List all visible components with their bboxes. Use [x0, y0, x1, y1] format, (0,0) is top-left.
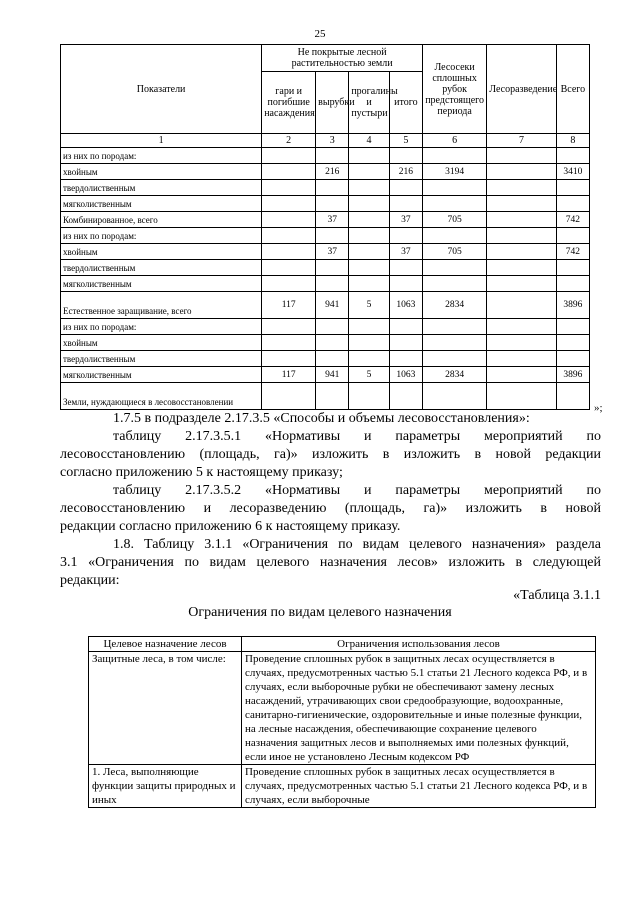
paragraph-line: редакции согласно приложению 6 к настоящему приказу.	[60, 519, 401, 534]
restrictions-table	[88, 636, 596, 808]
value-cell	[262, 196, 316, 212]
value-cell: 37	[389, 244, 422, 260]
value-cell	[262, 383, 316, 410]
value-cell	[487, 196, 556, 212]
value-cell	[487, 319, 556, 335]
value-cell: 941	[316, 367, 349, 383]
col-num: 3	[316, 134, 349, 148]
paragraph-line: лесовосстановлению (площадь, га)» изложить в изложить в новой редакции	[60, 447, 601, 462]
value-cell: 37	[316, 212, 349, 228]
col-num: 2	[262, 134, 316, 148]
row-label: мягколиственным	[61, 276, 262, 292]
table-row	[89, 652, 596, 765]
value-cell: 3194	[422, 164, 486, 180]
paragraph-line: таблицу 2.17.3.5.1 «Нормативы и параметры мероприятий по	[113, 429, 601, 444]
value-cell	[422, 335, 486, 351]
paragraph-line: таблицу 2.17.3.5.2 «Нормативы и параметры мероприятий по	[113, 483, 601, 498]
col-num: 6	[422, 134, 486, 148]
value-cell: 37	[316, 244, 349, 260]
column-numbers-row	[61, 134, 590, 148]
restrictions-cell: Проведение сплошных рубок в защитных лесах осуществляется в случаях, предусмотренных частью 5.1 статьи 21 Лесного кодекса РФ, и в случаях, если выборочные	[242, 765, 596, 808]
value-cell: 3896	[556, 367, 589, 383]
value-cell	[349, 383, 389, 410]
paragraph-1-7-5: 1.7.5 в подразделе 2.17.3.5 «Способы и объемы лесовосстановления»:	[113, 411, 530, 426]
value-cell	[389, 335, 422, 351]
value-cell	[262, 212, 316, 228]
value-cell: 742	[556, 244, 589, 260]
header-burned: гари и погибшие насаждения	[262, 72, 316, 134]
header-indicators: Показатели	[61, 45, 262, 134]
value-cell	[262, 335, 316, 351]
value-cell	[487, 351, 556, 367]
row-label: Комбинированное, всего	[61, 212, 262, 228]
col-num: 8	[556, 134, 589, 148]
value-cell	[349, 212, 389, 228]
value-cell	[487, 383, 556, 410]
row-label: мягколиственным	[61, 367, 262, 383]
row-label: хвойным	[61, 335, 262, 351]
value-cell	[316, 319, 349, 335]
row-label: твердолиственным	[61, 351, 262, 367]
value-cell: 37	[389, 212, 422, 228]
value-cell	[556, 276, 589, 292]
value-cell	[389, 148, 422, 164]
row-label: твердолиственным	[61, 260, 262, 276]
value-cell	[316, 148, 349, 164]
table-header-row	[61, 45, 590, 72]
row-label: из них по породам:	[61, 228, 262, 244]
purpose-cell: 1. Леса, выполняющие функции защиты природных и иных	[89, 765, 242, 808]
value-cell	[487, 164, 556, 180]
value-cell	[487, 148, 556, 164]
value-cell	[349, 244, 389, 260]
row-label: Земли, нуждающиеся в лесовосстановлении	[61, 383, 262, 410]
paragraph-line: редакции:	[60, 573, 120, 588]
value-cell	[556, 180, 589, 196]
value-cell	[389, 351, 422, 367]
value-cell	[422, 260, 486, 276]
value-cell: 2834	[422, 292, 486, 319]
value-cell	[389, 180, 422, 196]
value-cell	[262, 244, 316, 260]
row-label: из них по породам:	[61, 148, 262, 164]
row-label: Естественное заращивание, всего	[61, 292, 262, 319]
col-num: 5	[389, 134, 422, 148]
value-cell: 117	[262, 292, 316, 319]
row-label: хвойным	[61, 244, 262, 260]
header-restrictions: Ограничения использования лесов	[242, 637, 596, 652]
value-cell: 705	[422, 244, 486, 260]
reforestation-table	[60, 44, 590, 410]
table-row	[61, 383, 590, 410]
row-label: мягколиственным	[61, 196, 262, 212]
value-cell	[556, 228, 589, 244]
value-cell	[556, 319, 589, 335]
value-cell	[389, 383, 422, 410]
value-cell	[316, 260, 349, 276]
header-cutting-areas: Лесосеки сплошных рубок предстоящего периода	[422, 45, 486, 134]
table-row	[61, 260, 590, 276]
value-cell	[389, 276, 422, 292]
value-cell	[556, 335, 589, 351]
table-label: «Таблица 3.1.1	[513, 588, 601, 603]
value-cell	[262, 148, 316, 164]
value-cell	[422, 180, 486, 196]
value-cell	[422, 351, 486, 367]
page-number: 25	[314, 28, 326, 40]
table-row	[61, 196, 590, 212]
table-row	[61, 164, 590, 180]
value-cell	[349, 196, 389, 212]
table-header-row	[89, 637, 596, 652]
value-cell	[262, 164, 316, 180]
table-row	[61, 148, 590, 164]
table-row	[61, 367, 590, 383]
value-cell	[316, 351, 349, 367]
row-label: хвойным	[61, 164, 262, 180]
value-cell	[389, 260, 422, 276]
value-cell	[556, 383, 589, 410]
value-cell	[487, 212, 556, 228]
value-cell	[262, 180, 316, 196]
table-closing-quote: »;	[594, 402, 603, 414]
paragraph-1-8: 1.8. Таблицу 3.1.1 «Ограничения по видам целевого назначения» раздела	[113, 537, 601, 552]
table-row	[61, 212, 590, 228]
value-cell: 2834	[422, 367, 486, 383]
row-label: из них по породам:	[61, 319, 262, 335]
value-cell: 216	[389, 164, 422, 180]
header-total: итого	[389, 72, 422, 134]
value-cell	[487, 367, 556, 383]
col-num: 4	[349, 134, 389, 148]
value-cell	[556, 148, 589, 164]
value-cell	[349, 351, 389, 367]
value-cell	[316, 335, 349, 351]
header-not-covered: Не покрытые лесной растительностью земли	[262, 45, 423, 72]
value-cell: 705	[422, 212, 486, 228]
table-row	[89, 765, 596, 808]
value-cell	[262, 260, 316, 276]
table-row	[61, 228, 590, 244]
header-all: Всего	[556, 45, 589, 134]
value-cell	[349, 228, 389, 244]
value-cell	[422, 196, 486, 212]
value-cell: 941	[316, 292, 349, 319]
value-cell	[349, 335, 389, 351]
value-cell	[262, 276, 316, 292]
table-row	[61, 335, 590, 351]
value-cell	[422, 228, 486, 244]
value-cell	[349, 319, 389, 335]
table-row	[61, 180, 590, 196]
table-row	[61, 319, 590, 335]
value-cell	[487, 228, 556, 244]
value-cell	[349, 276, 389, 292]
header-glades: прогалины и пустыри	[349, 72, 389, 134]
value-cell	[422, 276, 486, 292]
value-cell	[316, 276, 349, 292]
value-cell	[556, 260, 589, 276]
header-forest-dev: Лесоразведение	[487, 45, 556, 134]
col-num: 1	[61, 134, 262, 148]
value-cell	[422, 383, 486, 410]
col-num: 7	[487, 134, 556, 148]
row-label: твердолиственным	[61, 180, 262, 196]
table-title: Ограничения по видам целевого назначения	[188, 605, 452, 620]
value-cell: 3410	[556, 164, 589, 180]
paragraph-line: согласно приложению 5 к настоящему приказу;	[60, 465, 343, 480]
value-cell	[262, 319, 316, 335]
value-cell	[262, 228, 316, 244]
paragraph-line: лесовосстановлению и лесоразведению (площадь, га)» изложить в новой	[60, 501, 601, 516]
value-cell: 1063	[389, 292, 422, 319]
value-cell: 742	[556, 212, 589, 228]
value-cell	[487, 292, 556, 319]
header-purpose: Целевое назначение лесов	[89, 637, 242, 652]
value-cell: 117	[262, 367, 316, 383]
value-cell	[349, 164, 389, 180]
value-cell	[316, 180, 349, 196]
value-cell	[349, 260, 389, 276]
purpose-cell: Защитные леса, в том числе:	[89, 652, 242, 765]
value-cell	[349, 180, 389, 196]
value-cell: 5	[349, 367, 389, 383]
value-cell	[389, 196, 422, 212]
value-cell	[349, 148, 389, 164]
value-cell	[487, 260, 556, 276]
header-clearings: вырубки	[316, 72, 349, 134]
value-cell	[556, 351, 589, 367]
value-cell: 3896	[556, 292, 589, 319]
value-cell	[316, 383, 349, 410]
value-cell	[556, 196, 589, 212]
table-row	[61, 244, 590, 260]
value-cell	[487, 244, 556, 260]
value-cell	[487, 276, 556, 292]
restrictions-cell: Проведение сплошных рубок в защитных лесах осуществляется в случаях, предусмотренных частью 5.1 статьи 21 Лесного кодекса РФ, и в случаях, если выборочные рубки не обеспечивают замену лесных насаждений, утрачивающих свои средообразующие, водоохранные, санитарно-гигиенические, оздоровительные и иные полезные функции, на лесные насаждения, обеспечивающие сохранение целевого назначения защитных лесов и выполняемых ими полезных функций, если иное не установлено Лесным кодексом РФ	[242, 652, 596, 765]
table-row	[61, 292, 590, 319]
value-cell	[389, 228, 422, 244]
table-row	[61, 276, 590, 292]
value-cell: 216	[316, 164, 349, 180]
value-cell	[316, 228, 349, 244]
table-row	[61, 351, 590, 367]
value-cell	[316, 196, 349, 212]
paragraph-line: 3.1 «Ограничения по видам целевого назначения лесов» изложить в следующей	[60, 555, 601, 570]
value-cell	[487, 180, 556, 196]
value-cell: 1063	[389, 367, 422, 383]
value-cell	[389, 319, 422, 335]
value-cell	[262, 351, 316, 367]
value-cell	[487, 335, 556, 351]
value-cell	[422, 319, 486, 335]
value-cell	[422, 148, 486, 164]
value-cell: 5	[349, 292, 389, 319]
